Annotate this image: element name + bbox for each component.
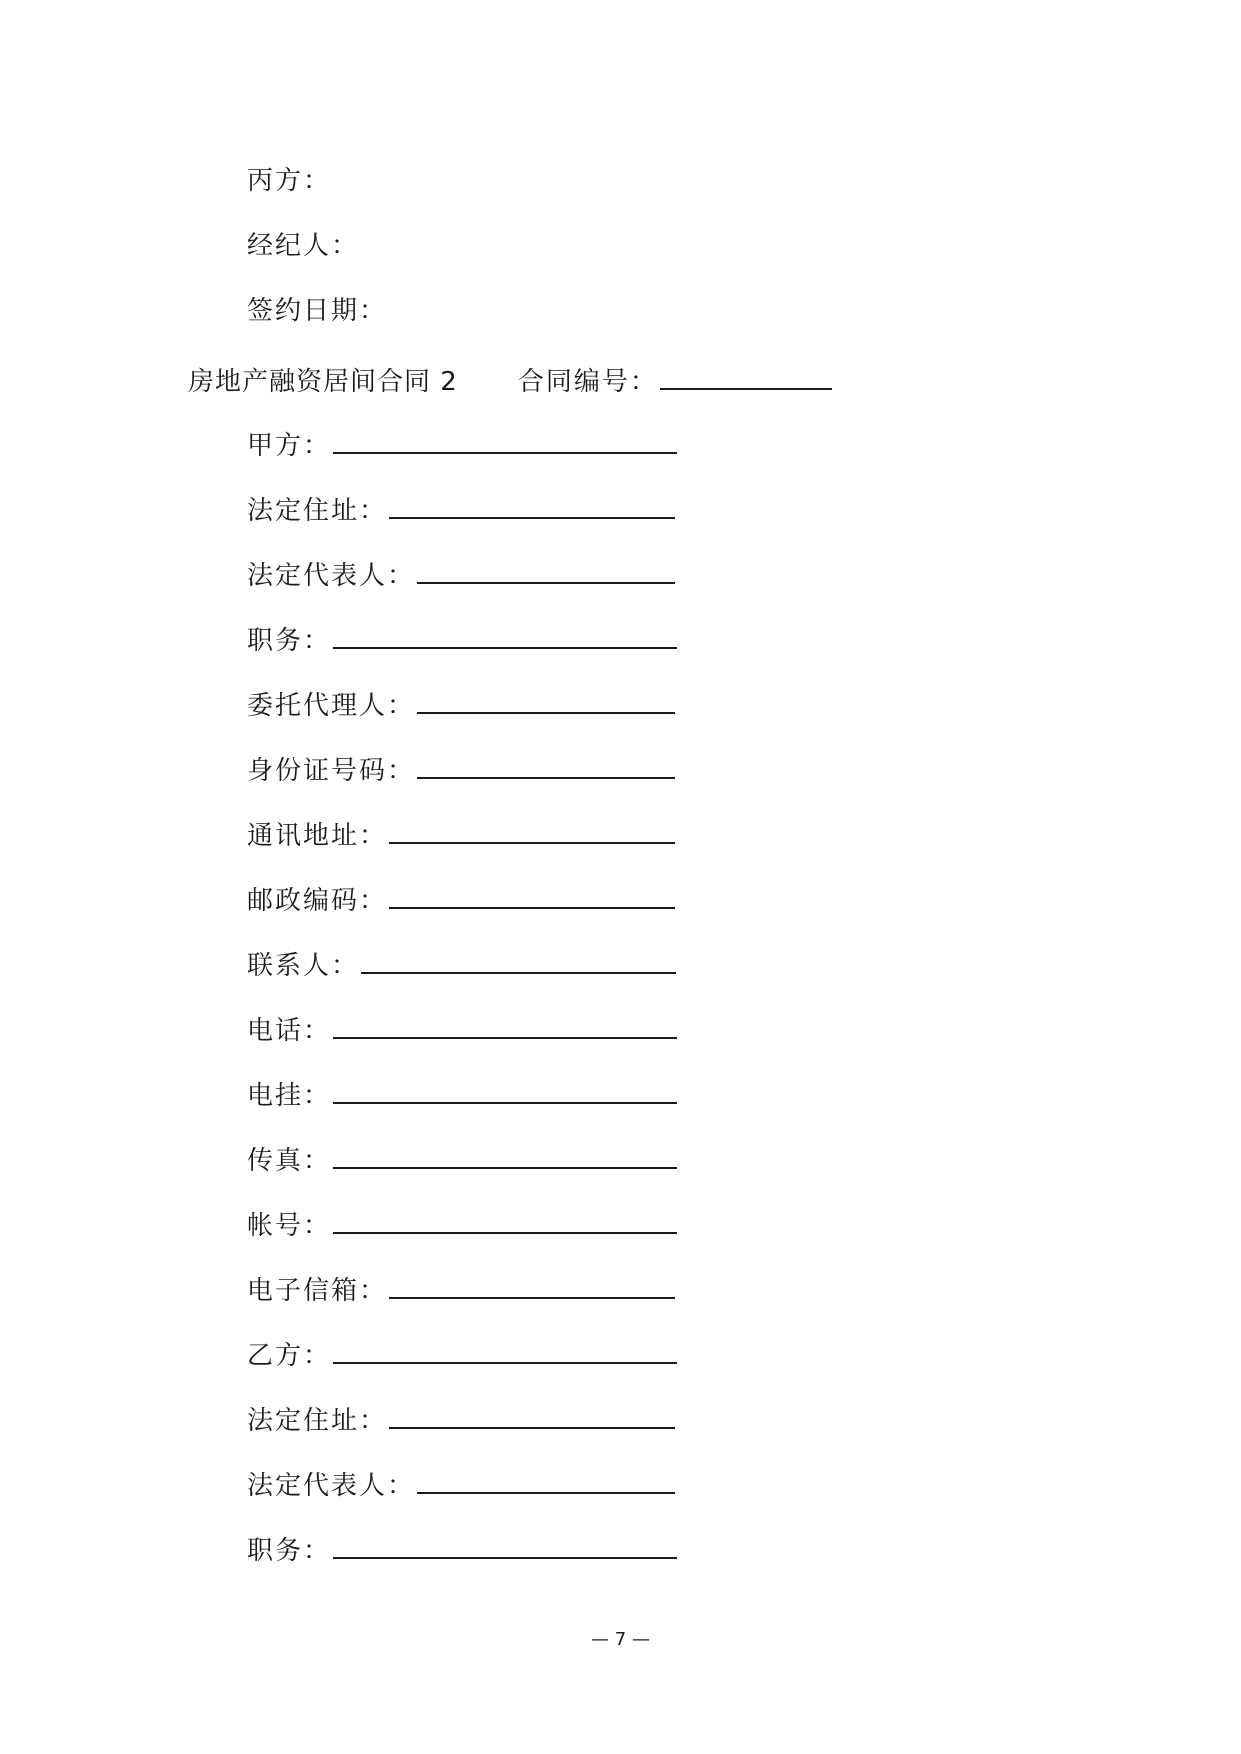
field-label: 法定代表人： [247,561,416,591]
agent-line [247,229,359,263]
field-label: 甲方： [247,431,332,461]
field-blank [333,426,677,454]
field-blank [389,881,675,909]
field-label: 通讯地址： [247,821,388,851]
field-blank [333,1206,677,1234]
field-label: 电挂： [247,1081,332,1111]
field-label: 职务： [247,626,332,656]
field-blank [417,751,675,779]
field-label: 委托代理人： [247,691,416,721]
page-number: — 7 — [591,1629,650,1650]
field-label: 法定代表人： [247,1471,416,1501]
form-field [247,1401,675,1438]
form-field [247,1206,677,1243]
field-label: 电话： [247,1016,332,1046]
field-blank [389,491,675,519]
field-blank [417,556,675,584]
sign-date-line [247,294,387,328]
field-blank [389,816,675,844]
contract-title-line [188,362,832,399]
agent-label: 经纪人： [247,231,360,261]
form-field [247,751,675,788]
field-blank [333,1531,677,1559]
field-label: 传真： [247,1146,332,1176]
form-field [247,1076,677,1113]
field-blank [389,1401,675,1429]
form-field [247,1271,675,1308]
form-field [247,426,677,463]
field-blank [417,1466,675,1494]
form-field [247,686,675,723]
contract-number-label: 合同编号： [517,367,658,397]
field-label: 身份证号码： [247,756,416,786]
contract-number-blank [660,362,832,390]
sign-date-label: 签约日期： [247,296,388,326]
field-label: 帐号： [247,1211,332,1241]
form-field [247,621,677,658]
field-label: 电子信箱： [247,1276,388,1306]
field-label: 邮政编码： [247,886,388,916]
form-field [247,1466,675,1503]
form-field [247,556,675,593]
party-c-line [247,164,331,198]
field-label: 联系人： [247,951,360,981]
form-field [247,1011,677,1048]
form-field [247,1141,677,1178]
field-blank [333,1011,677,1039]
field-blank [333,1141,677,1169]
field-label: 职务： [247,1536,332,1566]
form-field [247,946,676,983]
field-blank [417,686,675,714]
form-field [247,1531,677,1568]
field-blank [333,1336,677,1364]
party-c-label: 丙方： [247,166,332,196]
field-label: 乙方： [247,1341,332,1371]
field-blank [333,621,677,649]
form-field [247,491,675,528]
form-field [247,816,675,853]
field-blank [333,1076,677,1104]
field-blank [389,1271,675,1299]
field-blank [361,946,676,974]
contract-title: 房地产融资居间合同 2 [188,367,458,397]
form-field [247,881,675,918]
field-label: 法定住址： [247,1406,388,1436]
form-field [247,1336,677,1373]
field-label: 法定住址： [247,496,388,526]
